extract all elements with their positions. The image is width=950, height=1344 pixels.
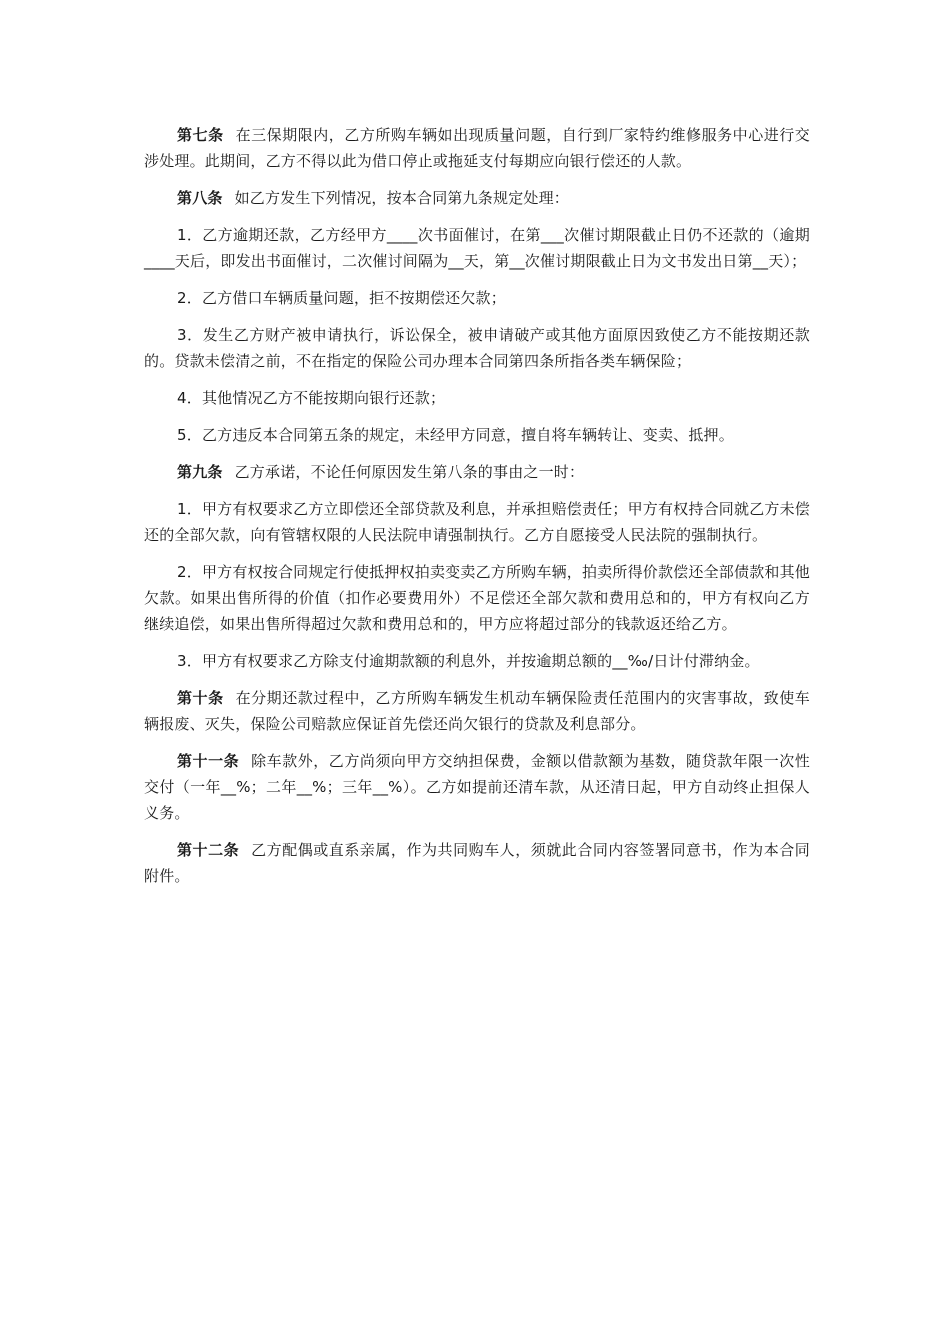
clause-8-1 xyxy=(144,222,810,274)
clause-8-4 xyxy=(144,385,810,411)
article-text: 在三保期限内，乙方所购车辆如出现质量问题，自行到厂家特约维修服务中心进行交涉处理。此期间，乙方不得以此为借口停止或拖延支付每期应向银行偿还的人款。 xyxy=(144,126,810,170)
clause-8-2 xyxy=(144,285,810,311)
clause-text: 2．甲方有权按合同规定行使抵押权拍卖变卖乙方所购车辆，拍卖所得价款偿还全部债款和其他欠款。如果出售所得的价值（扣作必要费用外）不足偿还全部欠款和费用总和的，甲方有权向乙方继续追偿，如果出售所得超过欠款和费用总和的，甲方应将超过部分的钱款返还给乙方。 xyxy=(144,563,810,633)
article-11 xyxy=(144,748,810,826)
article-text: 乙方承诺，不论任何原因发生第八条的事由之一时： xyxy=(234,463,585,481)
article-heading: 第七条 xyxy=(177,126,224,144)
article-heading: 第十条 xyxy=(177,689,224,707)
clause-9-2 xyxy=(144,559,810,637)
clause-8-5 xyxy=(144,422,810,448)
clause-text: 1．乙方逾期还款，乙方经甲方____次书面催讨，在第___次催讨期限截止日仍不还款的（逾期____天后，即发出书面催讨，二次催讨间隔为__天，第__次催讨期限截止日为文书发出日第__天）； xyxy=(144,226,810,270)
article-heading: 第十二条 xyxy=(177,841,240,859)
article-9 xyxy=(144,459,810,485)
article-text: 如乙方发生下列情况，按本合同第九条规定处理： xyxy=(234,189,570,207)
article-heading: 第十一条 xyxy=(177,752,240,770)
clause-text: 5．乙方违反本合同第五条的规定，未经甲方同意，擅自将车辆转让、变卖、抵押。 xyxy=(177,426,734,444)
article-heading: 第九条 xyxy=(177,463,223,481)
article-10 xyxy=(144,685,810,737)
clause-text: 4．其他情况乙方不能按期向银行还款； xyxy=(177,389,446,407)
article-12 xyxy=(144,837,810,889)
article-text: 除车款外，乙方尚须向甲方交纳担保费，金额以借款额为基数，随贷款年限一次性交付（一年__%；二年__%；三年__%）。乙方如提前还清车款，从还清日起，甲方自动终止担保人义务。 xyxy=(144,752,810,822)
article-8 xyxy=(144,185,810,211)
article-text: 在分期还款过程中，乙方所购车辆发生机动车辆保险责任范围内的灾害事故，致使车辆报废、灭失，保险公司赔款应保证首先偿还尚欠银行的贷款及利息部分。 xyxy=(144,689,810,733)
clause-text: 2．乙方借口车辆质量问题，拒不按期偿还欠款； xyxy=(177,289,506,307)
article-7 xyxy=(144,122,810,174)
clause-text: 3．甲方有权要求乙方除支付逾期款额的利息外，并按逾期总额的__‰/日计付滞纳金。 xyxy=(177,652,760,670)
article-heading: 第八条 xyxy=(177,189,223,207)
clause-9-1 xyxy=(144,496,810,548)
article-text: 乙方配偶或直系亲属，作为共同购车人，须就此合同内容签署同意书，作为本合同附件。 xyxy=(144,841,810,885)
clause-text: 1．甲方有权要求乙方立即偿还全部贷款及利息，并承担赔偿责任；甲方有权持合同就乙方未偿还的全部欠款，向有管辖权限的人民法院申请强制执行。乙方自愿接受人民法院的强制执行。 xyxy=(144,500,810,544)
clause-8-3 xyxy=(144,322,810,374)
clause-9-3 xyxy=(144,648,810,674)
clause-text: 3．发生乙方财产被申请执行，诉讼保全，被申请破产或其他方面原因致使乙方不能按期还款的。贷款未偿清之前，不在指定的保险公司办理本合同第四条所指各类车辆保险； xyxy=(144,326,810,370)
